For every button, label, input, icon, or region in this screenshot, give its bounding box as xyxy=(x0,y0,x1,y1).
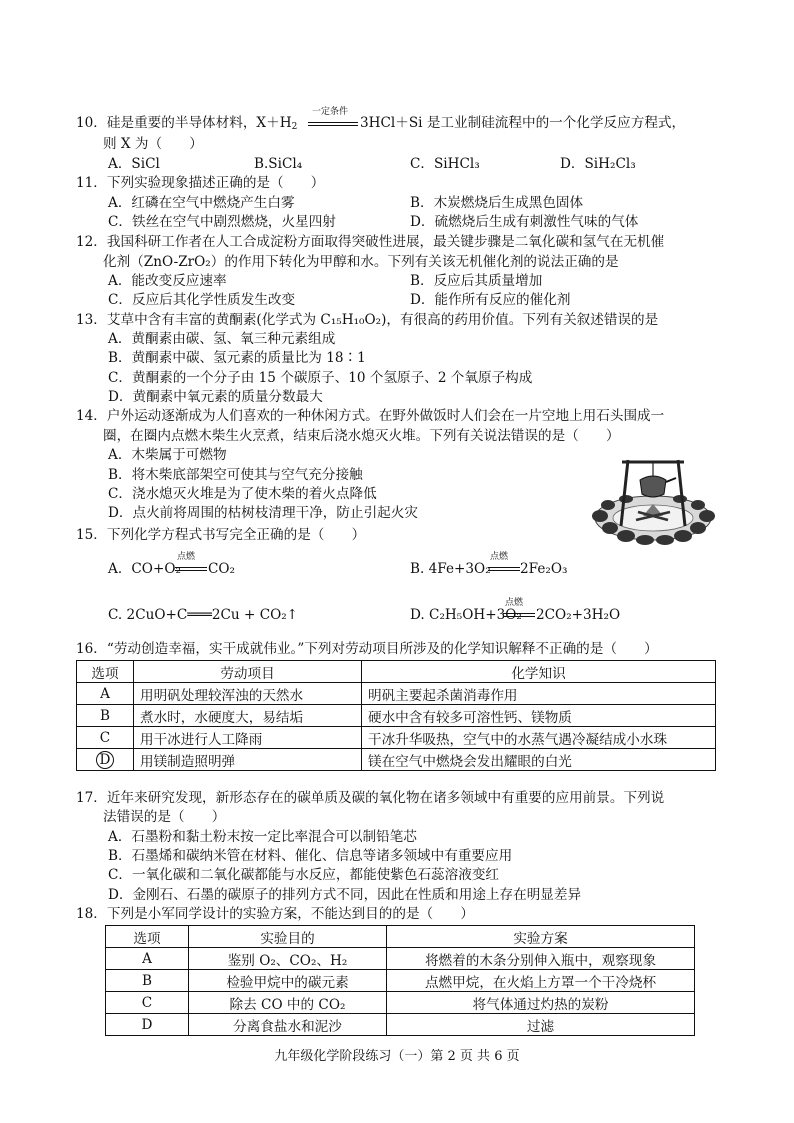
q11-option-b: B．木炭燃烧后生成黑色固体 xyxy=(410,195,584,211)
q14-option-a: A．木柴属于可燃物 xyxy=(108,447,227,463)
q13-stem: 13．艾草中含有丰富的黄酮素(化学式为 C₁₅H₁₀O₂)，有很高的药用价值。下列有关叙述错误的是 xyxy=(76,312,659,328)
q16-stem: 16．“劳动创造幸福，实干成就伟业。”下列对劳动项目所涉及的化学知识解释不正确的是（ ） xyxy=(76,641,658,657)
q15-b-equal-sign xyxy=(488,567,520,571)
q15-option-a-right: CO₂ xyxy=(208,561,235,577)
purpose-cell: 除去 CO 中的 CO₂ xyxy=(189,992,387,1014)
q13-option-b: B．黄酮素中碳、氢元素的质量比为 18∶1 xyxy=(108,350,366,366)
circled-option: D xyxy=(96,751,114,769)
q12-option-a: A．能改变反应速率 xyxy=(108,273,227,289)
option-cell: A xyxy=(77,683,134,705)
plan-cell: 将气体通过灼热的炭粉 xyxy=(387,992,695,1014)
option-cell: D xyxy=(106,1014,189,1036)
q10-option-b: B.SiCl₄ xyxy=(254,156,303,172)
q13-option-d: D．黄酮素中氧元素的质量分数最大 xyxy=(108,389,323,405)
q18-stem: 18．下列是小军同学设计的实验方案，不能达到目的的是（ ） xyxy=(76,906,474,922)
labor-cell: 用明矾处理较浑浊的天然水 xyxy=(134,683,362,705)
option-cell: B xyxy=(77,705,134,727)
q15-option-b-right: 2Fe₂O₃ xyxy=(520,561,568,577)
header-cell: 实验目的 xyxy=(189,926,387,948)
table-row xyxy=(77,749,716,771)
knowledge-cell: 镁在空气中燃烧会发出耀眼的白光 xyxy=(362,749,716,771)
q15-option-d-left: D. C₂H₅OH+3O₂ xyxy=(410,607,522,623)
option-cell xyxy=(77,749,134,771)
knowledge-cell: 硬水中含有较多可溶性钙、镁物质 xyxy=(362,705,716,727)
table-row xyxy=(106,992,695,1014)
option-cell: A xyxy=(106,948,189,970)
q17-option-b: B．石墨烯和碳纳米管在材料、催化、信息等诸多领域中有重要应用 xyxy=(108,848,513,864)
q12-option-d: D．能作所有反应的催化剂 xyxy=(410,292,571,308)
labor-cell: 用镁制造照明弹 xyxy=(134,749,362,771)
q17-option-a: A．石墨粉和黏土粉末按一定比率混合可以制铅笔芯 xyxy=(108,829,417,845)
q14-line1: 14．户外运动逐渐成为人们喜欢的一种休闲方式。在野外做饭时人们会在一片空地上用石头围成一 xyxy=(76,408,665,424)
q15-option-d-right: 2CO₂+3H₂O xyxy=(536,607,621,623)
q10-equal-sign xyxy=(308,122,358,126)
q15-option-b-left: B. 4Fe+3O₂ xyxy=(410,561,491,577)
q16-table xyxy=(76,660,716,771)
q14-option-c: C．浇水熄灭火堆是为了使木柴的着火点降低 xyxy=(108,486,377,502)
labor-cell: 用干冰进行人工降雨 xyxy=(134,727,362,749)
q10-condition: 一定条件 xyxy=(312,107,349,117)
table-row xyxy=(106,970,695,992)
purpose-cell: 分离食盐水和泥沙 xyxy=(189,1014,387,1036)
q10-line1: 10．硅是重要的半导体材料，$X+H_2$ xyxy=(76,115,298,132)
header-cell: 选项 xyxy=(77,661,134,683)
q14-line2: 圈，在圈内点燃木柴生火烹煮，结束后浇水熄灭火堆。下列有关说法错误的是（ ） xyxy=(103,428,620,444)
q17-line1: 17．近年来研究发现，新形态存在的碳单质及碳的氧化物在诸多领域中有重要的应用前景。下列说 xyxy=(76,790,665,806)
q15-a-equal-sign xyxy=(175,567,207,571)
q15-d-condition: 点燃 xyxy=(505,598,524,608)
q12-line1: 12．我国科研工作者在人工合成淀粉方面取得突破性进展，最关键步骤是二氧化碳和氢气在无机催 xyxy=(76,234,665,250)
table-row xyxy=(106,1014,695,1036)
page-footer: 九年级化学阶段练习（一）第 2 页 共 6 页 xyxy=(274,1049,520,1064)
table-row xyxy=(106,948,695,970)
q11-option-c: C．铁丝在空气中剧烈燃烧，火星四射 xyxy=(108,214,336,230)
q10-option-c: C．SiHCl₃ xyxy=(410,156,480,172)
option-cell: C xyxy=(106,992,189,1014)
table-row xyxy=(77,727,716,749)
q14-option-d: D．点火前将周围的枯树枝清理干净，防止引起火灾 xyxy=(108,505,418,521)
option-cell: C xyxy=(77,727,134,749)
q17-option-c: C．一氧化碳和二氧化碳都能与水反应，都能使紫色石蕊溶液变红 xyxy=(108,867,500,883)
header-cell: 实验方案 xyxy=(387,926,695,948)
q15-stem: 15．下列化学方程式书写完全正确的是（ ） xyxy=(76,527,366,543)
campfire-illustration xyxy=(588,446,718,546)
q17-option-d: D．金刚石、石墨的碳原子的排列方式不同，因此在性质和用途上存在明显差异 xyxy=(108,887,582,903)
q12-line2: 化剂（ZnO-ZrO₂）的作用下转化为甲醇和水。下列有关该无机催化剂的说法正确的是 xyxy=(103,254,619,270)
q10-line1-rest: 3HCl＋Si 是工业制硅流程中的一个化学反应方程式， xyxy=(360,115,686,131)
q15-option-a-left: A．CO+O₂ xyxy=(108,561,181,577)
option-cell: B xyxy=(106,970,189,992)
labor-cell: 煮水时，水硬度大，易结垢 xyxy=(134,705,362,727)
q10-line2: 则 X 为（ ） xyxy=(103,136,203,152)
table-header-row xyxy=(77,661,716,683)
q13-option-c: C．黄酮素的一个分子由 15 个碳原子、10 个氢原子、2 个氧原子构成 xyxy=(108,370,533,386)
q15-b-condition: 点燃 xyxy=(490,552,509,562)
purpose-cell: 检验甲烷中的碳元素 xyxy=(189,970,387,992)
q12-option-b: B．反应后其质量增加 xyxy=(410,273,543,289)
header-cell: 选项 xyxy=(106,926,189,948)
q15-a-condition: 点燃 xyxy=(177,552,196,562)
q11-stem: 11．下列实验现象描述正确的是（ ） xyxy=(76,175,325,191)
q14-option-b: B．将木柴底部架空可使其与空气充分接触 xyxy=(108,467,363,483)
q15-d-equal-sign xyxy=(503,613,535,617)
plan-cell: 点燃甲烷，在火焰上方罩一个干冷烧杯 xyxy=(387,970,695,992)
knowledge-cell: 明矾主要起杀菌消毒作用 xyxy=(362,683,716,705)
plan-cell: 将燃着的木条分别伸入瓶中，观察现象 xyxy=(387,948,695,970)
header-cell: 化学知识 xyxy=(362,661,716,683)
q12-option-c: C．反应后其化学性质发生改变 xyxy=(108,292,296,308)
table-row xyxy=(77,705,716,727)
knowledge-cell: 干冰升华吸热，空气中的水蒸气遇冷凝结成小水珠 xyxy=(362,727,716,749)
q17-line2: 法错误的是（ ） xyxy=(103,809,226,825)
q10-option-d: D．SiH₂Cl₃ xyxy=(560,156,636,172)
q18-table xyxy=(105,925,695,1036)
q10-option-a: A．SiCl xyxy=(108,156,160,172)
table-row xyxy=(77,683,716,705)
plan-cell: 过滤 xyxy=(387,1014,695,1036)
q15-option-c: C. 2CuO+C═══2Cu + CO₂↑ xyxy=(108,607,299,623)
header-cell: 劳动项目 xyxy=(134,661,362,683)
q13-option-a: A．黄酮素由碳、氢、氧三种元素组成 xyxy=(108,331,336,347)
purpose-cell: 鉴别 O₂、CO₂、H₂ xyxy=(189,948,387,970)
table-header-row xyxy=(106,926,695,948)
q11-option-a: A．红磷在空气中燃烧产生白雾 xyxy=(108,195,295,211)
q11-option-d: D．硫燃烧后生成有刺激性气味的气体 xyxy=(410,214,639,230)
